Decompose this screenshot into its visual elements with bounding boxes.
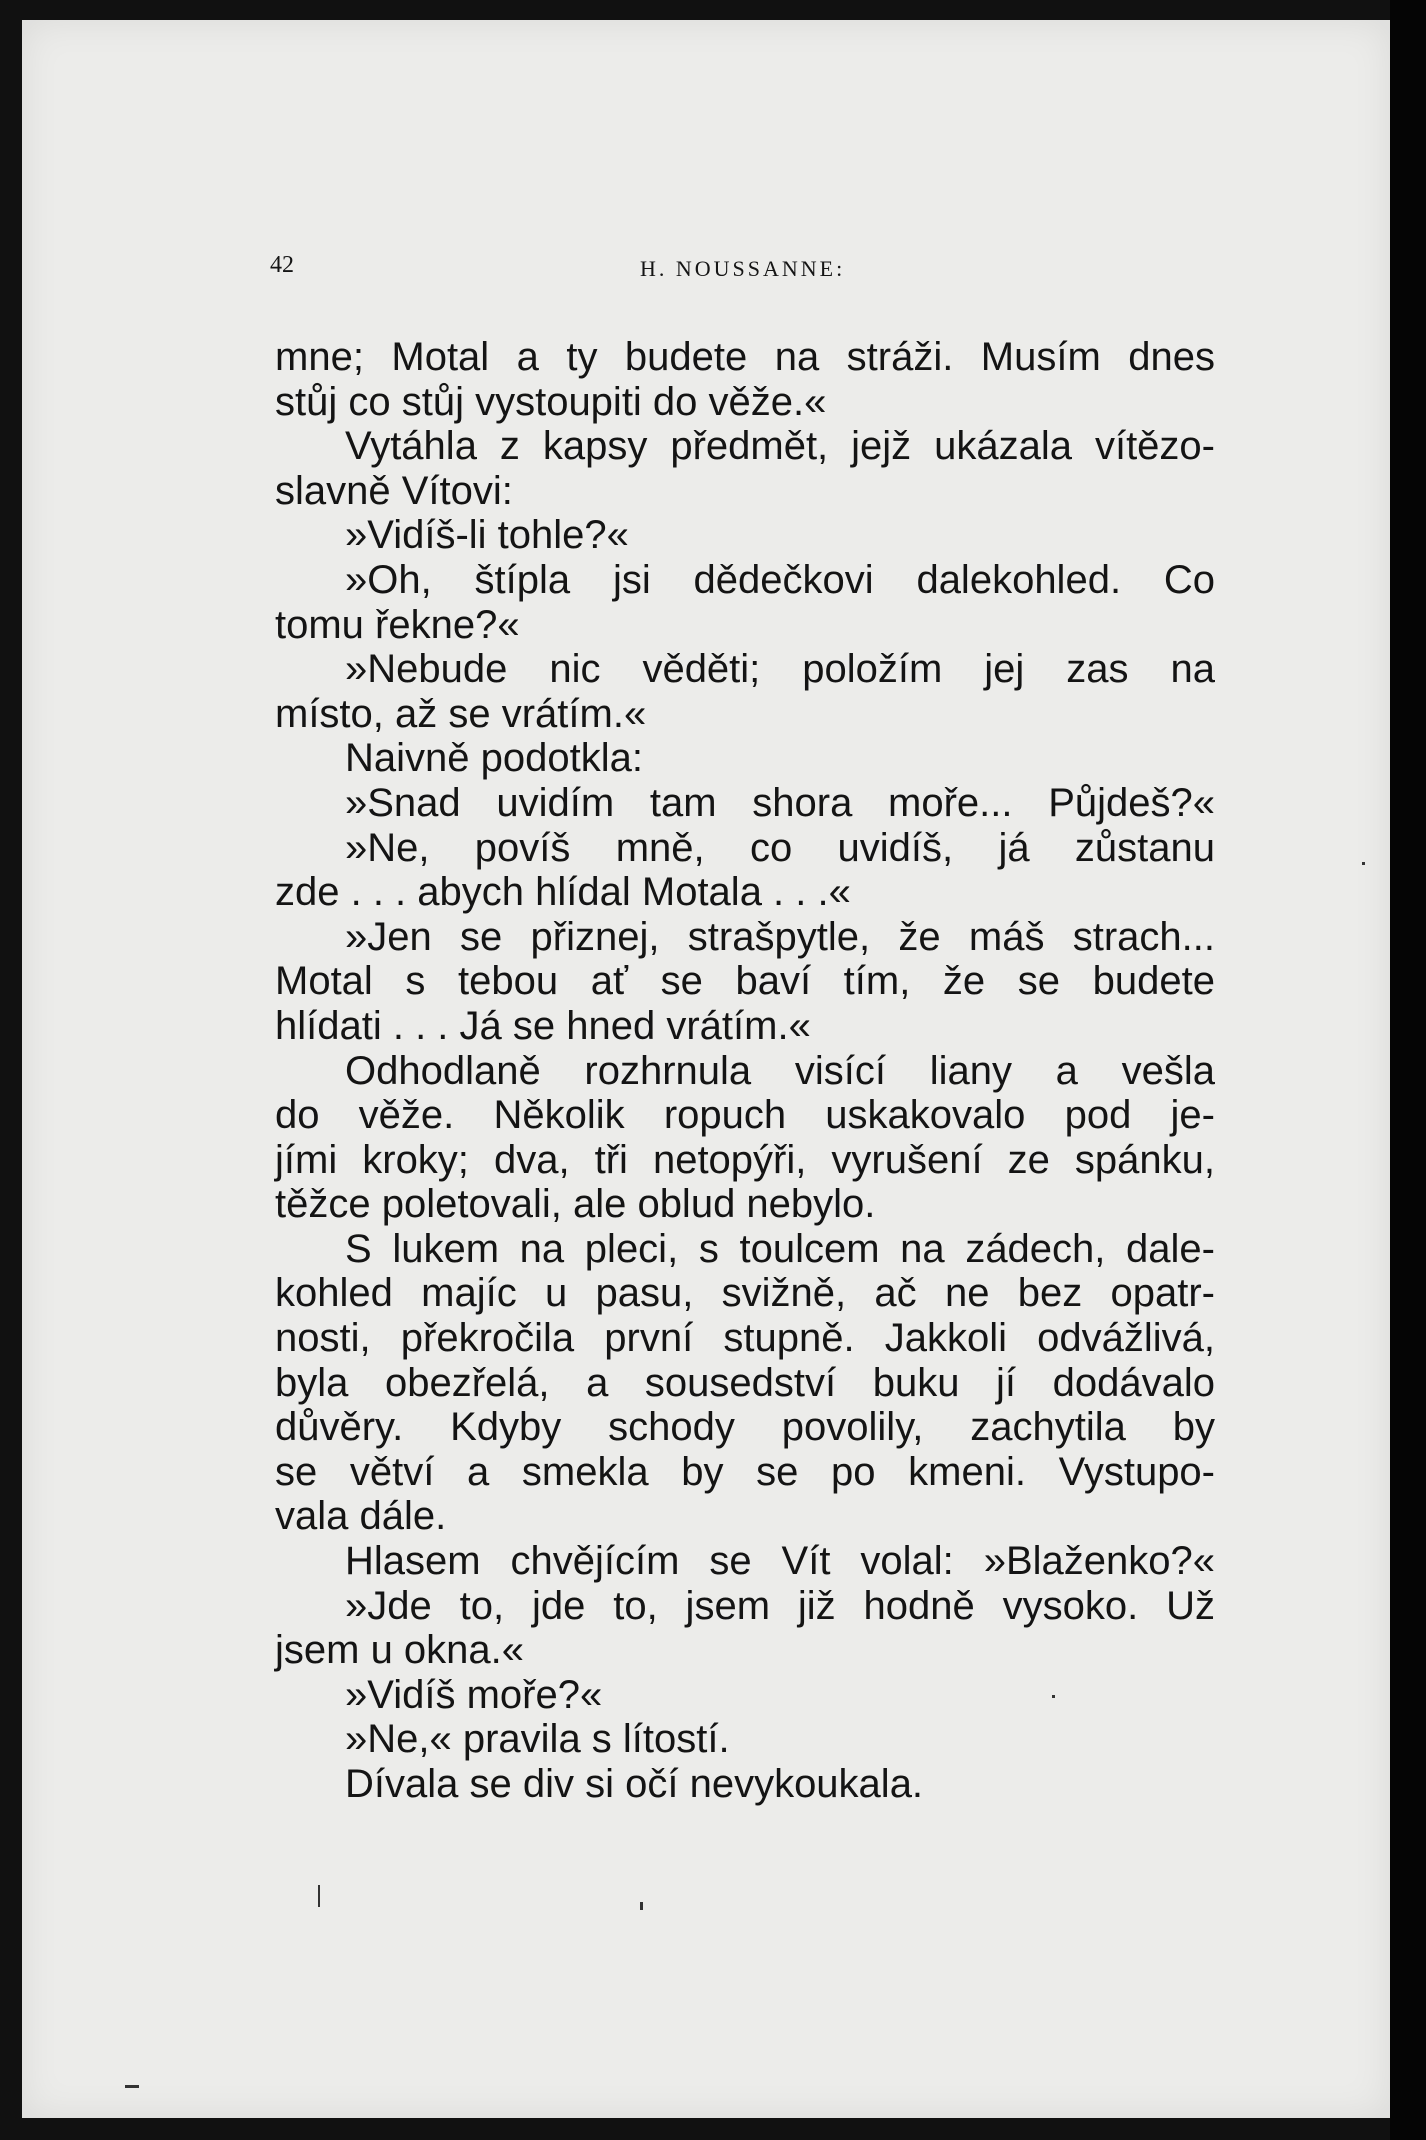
text-line: Vytáhla z kapsy předmět, jejž ukázala vítězo-	[345, 424, 1215, 469]
page-header	[245, 252, 895, 292]
text-line: byla obezřelá, a sousedství buku jí dodávalo	[275, 1360, 1215, 1405]
text-line: »Ne, povíš mně, co uvidíš, já zůstanu	[345, 825, 1215, 870]
text-line: mne; Motal a ty budete na stráži. Musím dnes	[275, 335, 1215, 379]
text-line: »Snad uvidím tam shora moře... Půjdeš?«	[345, 780, 1215, 825]
text-line: »Ne,« pravila s lítostí.	[345, 1717, 730, 1762]
scan-speck	[125, 2085, 139, 2088]
text-line: slavně Vítovi:	[275, 468, 513, 513]
running-head: H. NOUSSANNE:	[640, 256, 846, 281]
text-line: Dívala se div si očí nevykoukala.	[345, 1762, 924, 1806]
text-line: S lukem na pleci, s toulcem na zádech, dale-	[345, 1226, 1215, 1271]
text-line: »Nebude nic věděti; položím jej zas na	[345, 647, 1215, 692]
scan-speck	[1052, 1695, 1055, 1698]
scan-speck	[640, 1902, 643, 1910]
text-line: nosti, překročila první stupně. Jakkoli odvážlivá,	[275, 1316, 1215, 1361]
text-line: místo, až se vrátím.«	[275, 691, 647, 736]
text-line: Motal s tebou ať se baví tím, že se budete	[275, 959, 1215, 1004]
text-line: »Jde to, jde to, jsem již hodně vysoko. Už	[345, 1583, 1215, 1628]
text-line: Hlasem chvějícím se Vít volal: »Blaženko?«	[345, 1539, 1215, 1584]
scan-speck	[1362, 862, 1365, 865]
text-line: kohled majíc u pasu, svižně, ač ne bez opatr-	[275, 1271, 1215, 1316]
scan-speck	[318, 1885, 320, 1907]
text-line: stůj co stůj vystoupiti do věže.«	[275, 379, 827, 424]
text-line: zde . . . abych hlídal Motala . . .«	[275, 870, 851, 915]
text-line: hlídati . . . Já se hned vrátím.«	[275, 1003, 811, 1048]
page-number: 42	[270, 252, 294, 278]
text-line: se větví a smekla by se po kmeni. Vystupo-	[275, 1449, 1215, 1494]
text-line: jsem u okna.«	[275, 1628, 525, 1673]
text-line: »Vidíš-li tohle?«	[345, 513, 629, 558]
text-line: těžce poletovali, ale oblud nebylo.	[275, 1182, 876, 1227]
body-text	[275, 335, 1215, 1807]
text-line: »Vidíš moře?«	[345, 1672, 603, 1717]
text-line: Naivně podotkla:	[345, 736, 643, 781]
text-line: vala dále.	[275, 1494, 447, 1539]
text-line: důvěry. Kdyby schody povolily, zachytila by	[275, 1405, 1215, 1450]
text-line: jími kroky; dva, tři netopýři, vyrušení ze spánku,	[275, 1137, 1215, 1182]
text-line: Odhodlaně rozhrnula visící liany a vešla	[345, 1048, 1215, 1093]
text-line: tomu řekne?«	[275, 602, 520, 647]
text-line: »Oh, štípla jsi dědečkovi dalekohled. Co	[345, 557, 1215, 602]
page-edge-shadow	[1390, 0, 1426, 2140]
text-line: »Jen se přiznej, strašpytle, že máš strach...	[345, 914, 1215, 959]
text-line: do věže. Několik ropuch uskakovalo pod je-	[275, 1093, 1215, 1138]
